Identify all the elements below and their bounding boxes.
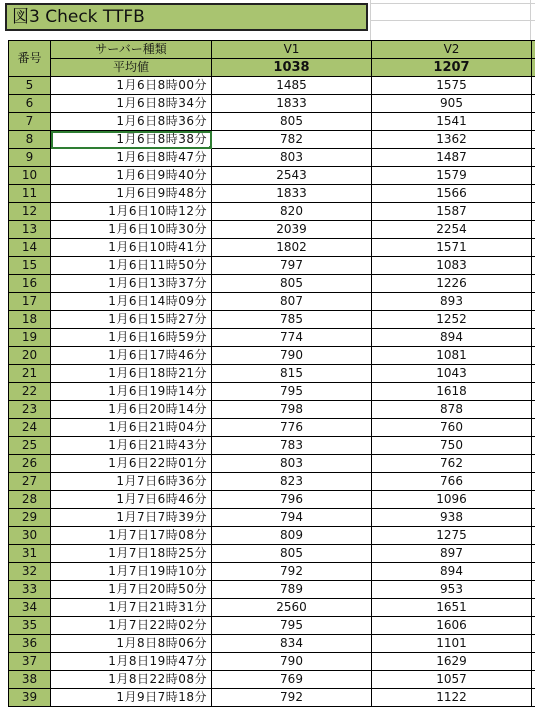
row-number-header[interactable]: 番号 bbox=[9, 41, 51, 77]
v1-cell[interactable]: 2543 bbox=[212, 167, 372, 185]
row-number[interactable]: 36 bbox=[9, 635, 51, 653]
table-row bbox=[9, 149, 535, 167]
v1-cell[interactable]: 2039 bbox=[212, 221, 372, 239]
v2-cell[interactable]: 938 bbox=[372, 509, 532, 527]
row-number[interactable]: 8 bbox=[9, 131, 51, 149]
table-row bbox=[9, 581, 535, 599]
v1-cell[interactable]: 803 bbox=[212, 455, 372, 473]
v2-cell[interactable]: 1541 bbox=[372, 113, 532, 131]
v1-cell[interactable]: 820 bbox=[212, 203, 372, 221]
v1-cell[interactable]: 1802 bbox=[212, 239, 372, 257]
row-number[interactable]: 32 bbox=[9, 563, 51, 581]
table-row bbox=[9, 77, 535, 95]
empty-cell[interactable] bbox=[532, 689, 535, 707]
row-number[interactable]: 35 bbox=[9, 617, 51, 635]
empty-cell[interactable] bbox=[532, 239, 535, 257]
table-row bbox=[9, 239, 535, 257]
v1-cell[interactable]: 796 bbox=[212, 491, 372, 509]
empty-cell[interactable] bbox=[532, 653, 535, 671]
empty-cell[interactable] bbox=[532, 671, 535, 689]
empty-cell[interactable] bbox=[532, 167, 535, 185]
timestamp-cell[interactable]: 1月6日8時38分 bbox=[51, 131, 212, 149]
empty-cell[interactable] bbox=[532, 563, 535, 581]
timestamp-cell[interactable]: 1月6日9時48分 bbox=[51, 185, 212, 203]
v2-cell[interactable]: 1629 bbox=[372, 653, 532, 671]
table-row bbox=[9, 131, 535, 149]
table-row bbox=[9, 509, 535, 527]
timestamp-cell[interactable]: 1月6日8時47分 bbox=[51, 149, 212, 167]
timestamp-cell[interactable]: 1月7日6時36分 bbox=[51, 473, 212, 491]
table-row bbox=[9, 221, 535, 239]
row-number[interactable]: 37 bbox=[9, 653, 51, 671]
v2-cell[interactable]: 762 bbox=[372, 455, 532, 473]
row-number[interactable]: 26 bbox=[9, 455, 51, 473]
v1-cell[interactable]: 790 bbox=[212, 347, 372, 365]
table-row bbox=[9, 185, 535, 203]
empty-cell[interactable] bbox=[532, 383, 535, 401]
timestamp-cell[interactable]: 1月6日8時34分 bbox=[51, 95, 212, 113]
row-number[interactable]: 14 bbox=[9, 239, 51, 257]
table-row bbox=[9, 473, 535, 491]
timestamp-cell[interactable]: 1月6日19時14分 bbox=[51, 383, 212, 401]
row-number[interactable]: 31 bbox=[9, 545, 51, 563]
row-number[interactable]: 16 bbox=[9, 275, 51, 293]
row-number[interactable]: 10 bbox=[9, 167, 51, 185]
empty-cell[interactable] bbox=[532, 329, 535, 347]
empty-cell[interactable] bbox=[532, 635, 535, 653]
v2-cell[interactable]: 1618 bbox=[372, 383, 532, 401]
v1-cell[interactable]: 1833 bbox=[212, 95, 372, 113]
timestamp-cell[interactable]: 1月8日8時06分 bbox=[51, 635, 212, 653]
v1-cell[interactable]: 2560 bbox=[212, 599, 372, 617]
table-row bbox=[9, 365, 535, 383]
v2-cell[interactable]: 1252 bbox=[372, 311, 532, 329]
v2-cell[interactable]: 1362 bbox=[372, 131, 532, 149]
timestamp-cell[interactable]: 1月6日10時30分 bbox=[51, 221, 212, 239]
timestamp-cell[interactable]: 1月6日10時12分 bbox=[51, 203, 212, 221]
v2-cell[interactable]: 1043 bbox=[372, 365, 532, 383]
v1-cell[interactable]: 769 bbox=[212, 671, 372, 689]
table-row bbox=[9, 95, 535, 113]
v2-cell[interactable]: 750 bbox=[372, 437, 532, 455]
table-row bbox=[9, 437, 535, 455]
v2-cell[interactable]: 1275 bbox=[372, 527, 532, 545]
v2-cell[interactable]: 878 bbox=[372, 401, 532, 419]
timestamp-cell[interactable]: 1月7日19時10分 bbox=[51, 563, 212, 581]
table-row bbox=[9, 347, 535, 365]
average-v1[interactable]: 1038 bbox=[212, 59, 372, 77]
timestamp-cell[interactable]: 1月6日11時50分 bbox=[51, 257, 212, 275]
timestamp-cell[interactable]: 1月7日20時50分 bbox=[51, 581, 212, 599]
v1-cell[interactable]: 1833 bbox=[212, 185, 372, 203]
table-row bbox=[9, 491, 535, 509]
empty-cell[interactable] bbox=[532, 437, 535, 455]
v1-cell[interactable]: 795 bbox=[212, 383, 372, 401]
v2-cell[interactable]: 893 bbox=[372, 293, 532, 311]
table-row bbox=[9, 635, 535, 653]
v1-cell[interactable]: 805 bbox=[212, 545, 372, 563]
row-number[interactable]: 12 bbox=[9, 203, 51, 221]
row-number[interactable]: 13 bbox=[9, 221, 51, 239]
v2-cell[interactable]: 1587 bbox=[372, 203, 532, 221]
row-number[interactable]: 34 bbox=[9, 599, 51, 617]
row-number[interactable]: 18 bbox=[9, 311, 51, 329]
v2-cell[interactable]: 897 bbox=[372, 545, 532, 563]
row-number[interactable]: 20 bbox=[9, 347, 51, 365]
table-row bbox=[9, 401, 535, 419]
timestamp-cell[interactable]: 1月6日22時01分 bbox=[51, 455, 212, 473]
table-row bbox=[9, 275, 535, 293]
v2-cell[interactable]: 894 bbox=[372, 329, 532, 347]
row-number[interactable]: 21 bbox=[9, 365, 51, 383]
timestamp-cell[interactable]: 1月6日16時59分 bbox=[51, 329, 212, 347]
v2-cell[interactable]: 1575 bbox=[372, 77, 532, 95]
row-number[interactable]: 27 bbox=[9, 473, 51, 491]
empty-cell[interactable] bbox=[532, 221, 535, 239]
empty-cell[interactable] bbox=[532, 581, 535, 599]
timestamp-cell[interactable]: 1月6日14時09分 bbox=[51, 293, 212, 311]
table-row bbox=[9, 167, 535, 185]
table-row bbox=[9, 311, 535, 329]
v1-cell[interactable]: 823 bbox=[212, 473, 372, 491]
table-row bbox=[9, 113, 535, 131]
v2-cell[interactable]: 905 bbox=[372, 95, 532, 113]
v1-cell[interactable]: 794 bbox=[212, 509, 372, 527]
v1-cell[interactable]: 815 bbox=[212, 365, 372, 383]
v1-cell[interactable]: 1485 bbox=[212, 77, 372, 95]
empty-cell[interactable] bbox=[532, 473, 535, 491]
v2-cell[interactable]: 766 bbox=[372, 473, 532, 491]
empty-cell[interactable] bbox=[532, 149, 535, 167]
v2-cell[interactable]: 1081 bbox=[372, 347, 532, 365]
row-number[interactable]: 9 bbox=[9, 149, 51, 167]
v2-cell[interactable]: 894 bbox=[372, 563, 532, 581]
average-v2[interactable]: 1207 bbox=[372, 59, 532, 77]
v2-cell[interactable]: 1566 bbox=[372, 185, 532, 203]
row-number[interactable]: 38 bbox=[9, 671, 51, 689]
empty-cell[interactable] bbox=[532, 41, 535, 59]
timestamp-cell[interactable]: 1月6日10時41分 bbox=[51, 239, 212, 257]
empty-cell[interactable] bbox=[532, 293, 535, 311]
v1-cell[interactable]: 807 bbox=[212, 293, 372, 311]
table-row bbox=[9, 455, 535, 473]
empty-cell[interactable] bbox=[532, 59, 535, 77]
row-number[interactable]: 39 bbox=[9, 689, 51, 707]
v1-cell[interactable]: 792 bbox=[212, 563, 372, 581]
timestamp-cell[interactable]: 1月6日8時00分 bbox=[51, 77, 212, 95]
row-number[interactable]: 22 bbox=[9, 383, 51, 401]
timestamp-cell[interactable]: 1月6日13時37分 bbox=[51, 275, 212, 293]
empty-cell[interactable] bbox=[532, 113, 535, 131]
v1-cell[interactable]: 797 bbox=[212, 257, 372, 275]
timestamp-cell[interactable]: 1月6日15時27分 bbox=[51, 311, 212, 329]
timestamp-cell[interactable]: 1月7日17時08分 bbox=[51, 527, 212, 545]
v1-cell[interactable]: 774 bbox=[212, 329, 372, 347]
v1-cell[interactable]: 798 bbox=[212, 401, 372, 419]
table-row bbox=[9, 293, 535, 311]
v1-cell[interactable]: 834 bbox=[212, 635, 372, 653]
row-number[interactable]: 5 bbox=[9, 77, 51, 95]
timestamp-cell[interactable]: 1月7日18時25分 bbox=[51, 545, 212, 563]
ttfb-table bbox=[8, 40, 535, 707]
timestamp-cell[interactable]: 1月6日18時21分 bbox=[51, 365, 212, 383]
v1-cell[interactable]: 803 bbox=[212, 149, 372, 167]
timestamp-cell[interactable]: 1月7日6時46分 bbox=[51, 491, 212, 509]
timestamp-cell[interactable]: 1月6日9時40分 bbox=[51, 167, 212, 185]
empty-cell[interactable] bbox=[532, 257, 535, 275]
timestamp-cell[interactable]: 1月7日22時02分 bbox=[51, 617, 212, 635]
table-row bbox=[9, 653, 535, 671]
table-row bbox=[9, 203, 535, 221]
timestamp-cell[interactable]: 1月6日21時04分 bbox=[51, 419, 212, 437]
timestamp-cell[interactable]: 1月6日21時43分 bbox=[51, 437, 212, 455]
row-number[interactable]: 24 bbox=[9, 419, 51, 437]
empty-cell[interactable] bbox=[532, 527, 535, 545]
table-row bbox=[9, 689, 535, 707]
table-row bbox=[9, 419, 535, 437]
v2-cell[interactable]: 760 bbox=[372, 419, 532, 437]
v2-cell[interactable]: 1571 bbox=[372, 239, 532, 257]
empty-cell[interactable] bbox=[532, 419, 535, 437]
background-gridlines bbox=[370, 0, 535, 40]
v1-cell[interactable]: 792 bbox=[212, 689, 372, 707]
table-row bbox=[9, 383, 535, 401]
row-number[interactable]: 25 bbox=[9, 437, 51, 455]
row-number[interactable]: 29 bbox=[9, 509, 51, 527]
v2-cell[interactable]: 2254 bbox=[372, 221, 532, 239]
timestamp-cell[interactable]: 1月6日20時14分 bbox=[51, 401, 212, 419]
timestamp-cell[interactable]: 1月9日7時18分 bbox=[51, 689, 212, 707]
timestamp-cell[interactable]: 1月8日22時08分 bbox=[51, 671, 212, 689]
v1-cell[interactable]: 809 bbox=[212, 527, 372, 545]
table-row bbox=[9, 545, 535, 563]
v2-cell[interactable]: 1579 bbox=[372, 167, 532, 185]
empty-cell[interactable] bbox=[532, 401, 535, 419]
row-number[interactable]: 19 bbox=[9, 329, 51, 347]
average-label[interactable]: 平均値 bbox=[51, 59, 212, 77]
row-number[interactable]: 6 bbox=[9, 95, 51, 113]
column-header-v2[interactable]: V2 bbox=[372, 41, 532, 59]
empty-cell[interactable] bbox=[532, 491, 535, 509]
empty-cell[interactable] bbox=[532, 347, 535, 365]
v1-cell[interactable]: 785 bbox=[212, 311, 372, 329]
table-row bbox=[9, 329, 535, 347]
row-number[interactable]: 7 bbox=[9, 113, 51, 131]
v1-cell[interactable]: 805 bbox=[212, 275, 372, 293]
header-row-server bbox=[9, 41, 535, 59]
sheet-title: 図3 Check TTFB bbox=[5, 3, 368, 31]
row-number[interactable]: 28 bbox=[9, 491, 51, 509]
v2-cell[interactable]: 953 bbox=[372, 581, 532, 599]
row-number[interactable]: 23 bbox=[9, 401, 51, 419]
v2-cell[interactable]: 1487 bbox=[372, 149, 532, 167]
v1-cell[interactable]: 790 bbox=[212, 653, 372, 671]
empty-cell[interactable] bbox=[532, 545, 535, 563]
v1-cell[interactable]: 776 bbox=[212, 419, 372, 437]
row-number[interactable]: 30 bbox=[9, 527, 51, 545]
empty-cell[interactable] bbox=[532, 131, 535, 149]
timestamp-cell[interactable]: 1月7日7時39分 bbox=[51, 509, 212, 527]
v1-cell[interactable]: 783 bbox=[212, 437, 372, 455]
empty-cell[interactable] bbox=[532, 203, 535, 221]
row-number[interactable]: 17 bbox=[9, 293, 51, 311]
timestamp-cell[interactable]: 1月7日21時31分 bbox=[51, 599, 212, 617]
server-type-label[interactable]: サーバー種類 bbox=[51, 41, 212, 59]
empty-cell[interactable] bbox=[532, 95, 535, 113]
timestamp-cell[interactable]: 1月8日19時47分 bbox=[51, 653, 212, 671]
v1-cell[interactable]: 782 bbox=[212, 131, 372, 149]
empty-cell[interactable] bbox=[532, 275, 535, 293]
empty-cell[interactable] bbox=[532, 617, 535, 635]
v2-cell[interactable]: 1606 bbox=[372, 617, 532, 635]
row-number[interactable]: 15 bbox=[9, 257, 51, 275]
column-header-v1[interactable]: V1 bbox=[212, 41, 372, 59]
header-row-average bbox=[9, 59, 535, 77]
table-row bbox=[9, 257, 535, 275]
table-row bbox=[9, 617, 535, 635]
v2-cell[interactable]: 1083 bbox=[372, 257, 532, 275]
table-row bbox=[9, 599, 535, 617]
v2-cell[interactable]: 1226 bbox=[372, 275, 532, 293]
row-number[interactable]: 33 bbox=[9, 581, 51, 599]
v2-cell[interactable]: 1096 bbox=[372, 491, 532, 509]
empty-cell[interactable] bbox=[532, 311, 535, 329]
empty-cell[interactable] bbox=[532, 599, 535, 617]
empty-cell[interactable] bbox=[532, 185, 535, 203]
v2-cell[interactable]: 1101 bbox=[372, 635, 532, 653]
table-row bbox=[9, 527, 535, 545]
v1-cell[interactable]: 789 bbox=[212, 581, 372, 599]
v1-cell[interactable]: 795 bbox=[212, 617, 372, 635]
table-row bbox=[9, 563, 535, 581]
row-number[interactable]: 11 bbox=[9, 185, 51, 203]
empty-cell[interactable] bbox=[532, 365, 535, 383]
empty-cell[interactable] bbox=[532, 455, 535, 473]
table-row bbox=[9, 671, 535, 689]
v2-cell[interactable]: 1122 bbox=[372, 689, 532, 707]
timestamp-cell[interactable]: 1月6日8時36分 bbox=[51, 113, 212, 131]
v2-cell[interactable]: 1057 bbox=[372, 671, 532, 689]
v1-cell[interactable]: 805 bbox=[212, 113, 372, 131]
empty-cell[interactable] bbox=[532, 509, 535, 527]
v2-cell[interactable]: 1651 bbox=[372, 599, 532, 617]
timestamp-cell[interactable]: 1月6日17時46分 bbox=[51, 347, 212, 365]
empty-cell[interactable] bbox=[532, 77, 535, 95]
